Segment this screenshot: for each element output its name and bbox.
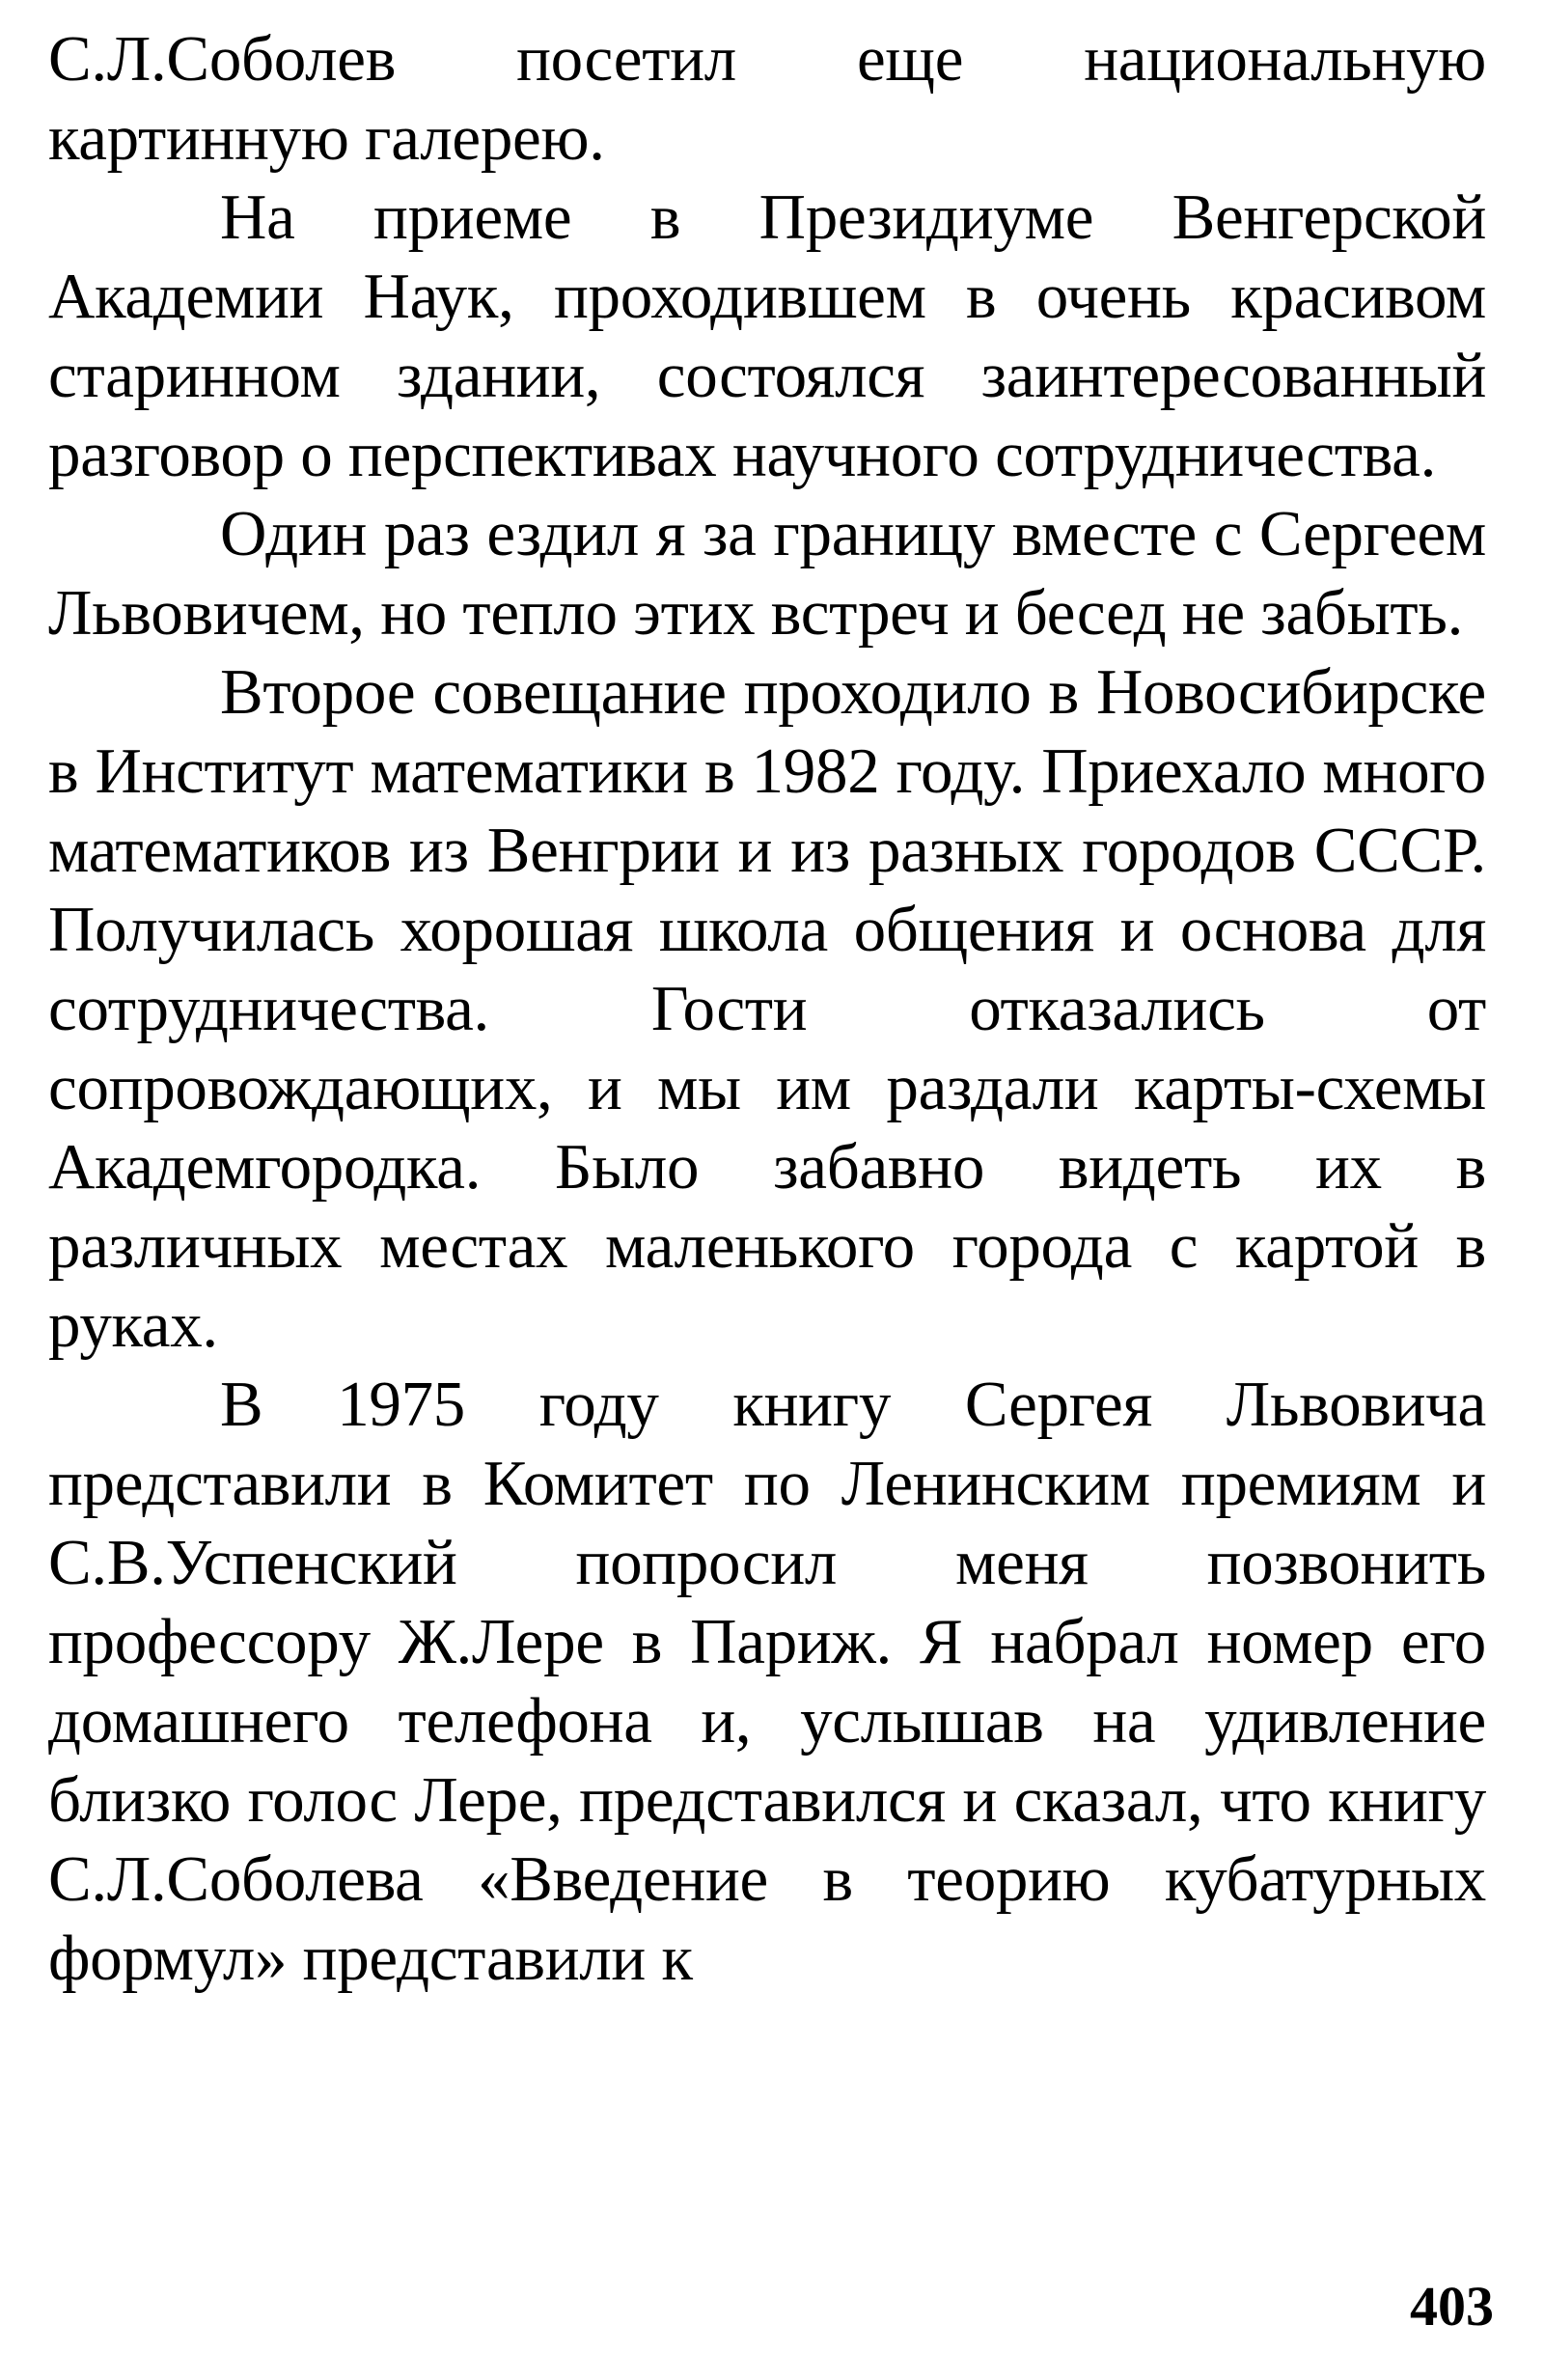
paragraph-academy-reception: На приеме в Президиуме Венгерской Академии Наук, проходившем в очень красивом старинном здании, состоялся заинтересованный разговор о перспективах научного сотрудничества. <box>48 181 1486 490</box>
page-body <box>48 19 1486 1998</box>
page-number: 403 <box>1410 2275 1494 2338</box>
paragraph-lenin-prize: В 1975 году книгу Сергея Львовича представили в Комитет по Ленинским премиям и С.В.Успенский попросил меня позвонить профессору Ж.Лере в Париж. Я набрал номер его домашнего телефона и, услышав на удивление близко голос Лере, представился и сказал, что книгу С.Л.Соболева «Введение в теорию кубатурных формул» представили к <box>48 1369 1486 1994</box>
paragraph-second-meeting: Второе совещание проходило в Новосибирске в Институт математики в 1982 году. Приехало много математиков из Венгрии и из разных городов СССР. Получилась хорошая школа общения и основа для сотрудничества. Гости отказались от сопровождающих, и мы им раздали карты-схемы Академгородка. Было забавно видеть их в различных местах маленького города с картой в руках. <box>48 656 1486 1361</box>
paragraph-trip-abroad: Один раз ездил я за границу вместе с Сергеем Львовичем, но тепло этих встреч и бесед не забыть. <box>48 498 1486 649</box>
paragraph-gallery-visit: С.Л.Соболев посетил еще национальную картинную галерею. <box>48 23 1486 174</box>
